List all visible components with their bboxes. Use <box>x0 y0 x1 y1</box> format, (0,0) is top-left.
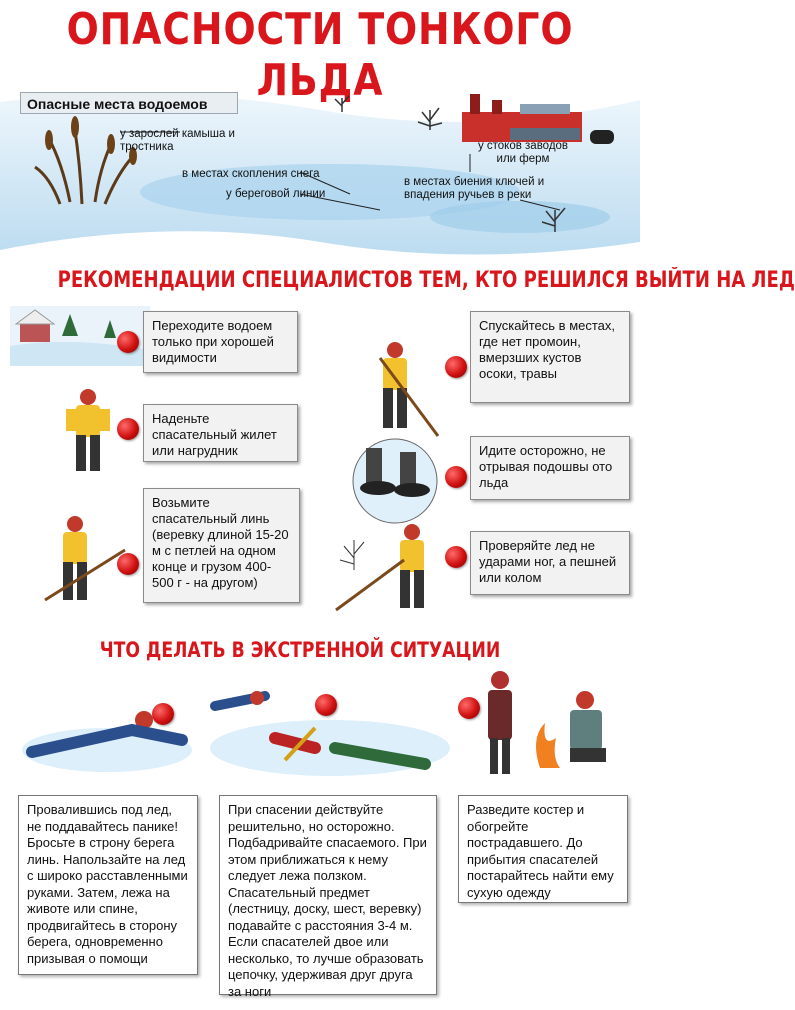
emergency-card-warm: Разведите костер и обогрейте пострадавшего. До прибытия спасателей постарайтесь найти ему сухую одежду <box>458 795 628 903</box>
marker-ball <box>117 331 139 353</box>
marker-ball <box>458 697 480 719</box>
marker-ball <box>445 466 467 488</box>
place-factory-drains: у стоков заводов или ферм <box>477 140 569 165</box>
place-shoreline: у береговой линии <box>226 188 326 200</box>
page-title: ОПАСНОСТИ ТОНКОГО ЛЬДА <box>66 4 574 106</box>
rec-card-visibility: Переходите водоем только при хорошей видимости <box>143 311 298 373</box>
recommendations-heading: РЕКОМЕНДАЦИИ СПЕЦИАЛИСТОВ ТЕМ, КТО РЕШИЛСЯ ВЫЙТИ НА ЛЕД <box>57 268 795 293</box>
marker-ball <box>315 694 337 716</box>
place-reeds: у зарослей камыша и тростника <box>120 128 235 153</box>
marker-ball <box>445 546 467 568</box>
rec-card-vest: Наденьте спасательный жилет или нагрудник <box>143 404 298 462</box>
emergency-card-fallen: Провалившись под лед, не поддавайтесь панике! Бросьте в строну берега линь. Напользайте на лед с широко расставленными руками. Затем, лежа на животе или спине, продвигайтесь в сторону берега, одновременно призывая о помощи <box>18 795 198 975</box>
emergency-heading: ЧТО ДЕЛАТЬ В ЭКСТРЕННОЙ СИТУАЦИИ <box>99 638 501 662</box>
person-descending-icon <box>360 338 445 438</box>
rec-card-walk: Идите осторожно, не отрывая подошвы ото льда <box>470 436 630 500</box>
marker-ball <box>117 553 139 575</box>
rec-card-test-ice: Проверяйте лед не ударами ног, а пешней или колом <box>470 531 630 595</box>
marker-ball <box>445 356 467 378</box>
emergency-card-rescue: При спасении действуйте решительно, но осторожно. Подбадривайте спасаемого. При этом приближаться к нему следует лежа ползком. Спасательный предмет (лестницу, доску, шест, веревку) подавайте с расстояния 3-4 м. Если спасателей двое или несколько, то лучше образовать цепочку, удерживая друг друга за ноги <box>219 795 437 995</box>
marker-ball <box>152 703 174 725</box>
boots-on-ice-icon <box>352 438 438 524</box>
rec-card-rope: Возьмите спасательный линь (веревку длиной 15-20 м с петлей на одном конце и грузом 400-500 г - на другом) <box>143 488 300 603</box>
rec-card-descend: Спускайтесь в местах, где нет промоин, вмерзших кустов осоки, травы <box>470 311 630 403</box>
marker-ball <box>117 418 139 440</box>
place-springs: в местах биения ключей и впадения ручьев в реки <box>404 176 545 201</box>
person-in-vest-icon <box>58 385 118 480</box>
dangerous-places-label: Опасные места водоемов <box>20 92 238 114</box>
person-testing-ice-icon <box>334 520 444 615</box>
rescue-chain-icon <box>205 668 455 788</box>
place-snow: в местах скопления снега <box>182 168 320 180</box>
campfire-warming-icon <box>470 668 630 783</box>
